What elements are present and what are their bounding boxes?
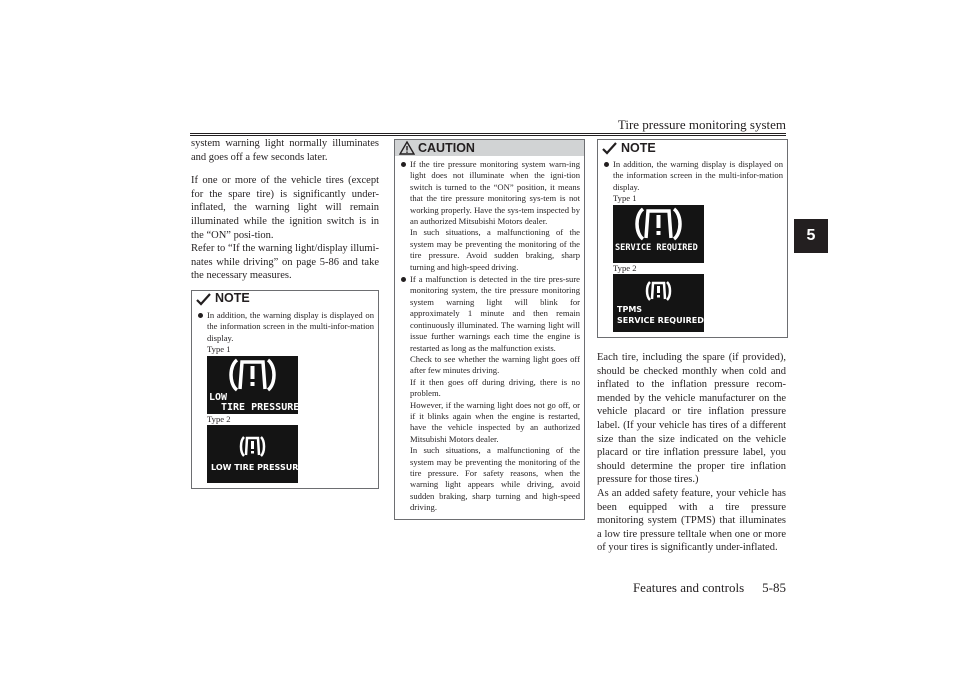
header-rule — [190, 133, 786, 134]
note-header — [192, 291, 378, 307]
lcd-message: SERVICE REQUIRED — [615, 242, 698, 253]
note-box-right — [597, 139, 788, 338]
type-label: Type 1 — [613, 193, 637, 204]
tpms-warning-icon — [613, 274, 704, 306]
lcd-display-tpms-service-required — [613, 274, 704, 332]
paragraph: If one or more of the vehicle tires (except for the spare tire) is significantly under-inflated, the warning light will remain illuminated while the ignition switch is in the “ON” posi-tion. — [191, 175, 379, 241]
caution-text: If a malfunction is detected in the tire pres-sure monitoring system, the tire pressure monitoring system warning light will blink for approximately 1 minute and then remain continuously illuminated. The warning light will issue further warnings each time the engine is restarted as long as the malfunction exists. — [410, 274, 580, 353]
chapter-tab: 5 — [794, 219, 828, 253]
note-text: In addition, the warning display is displayed on the information screen in the multi-infor-mation display. — [613, 159, 783, 192]
type-label: Type 2 — [207, 413, 231, 424]
column-right — [597, 351, 786, 555]
note-body — [192, 307, 378, 488]
note-box — [191, 290, 379, 489]
lcd-display-low-tire-pressure-2 — [207, 425, 304, 483]
caution-text: In such situations, a malfunctioning of the system may be preventing the monitoring of the tire pressure. Avoid sudden braking, sharp turning and high-speed driving. — [410, 227, 580, 272]
bullet-item — [604, 159, 783, 332]
pencil-check-icon — [602, 141, 618, 155]
caution-text: Check to see whether the warning light goes off after few minutes driving. — [410, 353, 580, 376]
lcd-line1: TPMS — [617, 305, 643, 315]
note-text: In addition, the warning display is displayed on the information screen in the multi-infor-mation display. — [207, 309, 374, 343]
page-header-title: Tire pressure monitoring system — [617, 117, 786, 132]
lcd-line2: SERVICE REQUIRED — [617, 316, 704, 326]
caution-body — [395, 156, 584, 519]
tpms-warning-icon — [207, 356, 298, 396]
caution-text: If the tire pressure monitoring system warn-ing light does not illuminate when the igni-tion switch is turned to the “ON” position, it means that the tire pressure monitoring sys-tem is not working properly. Have the sys-tem inspected by an authorized Mitsubishi Motors dealer. — [410, 159, 580, 227]
pencil-check-icon — [196, 292, 212, 306]
paragraph: Refer to “If the warning light/display illumi-nates while driving” on page 5-86 and take the necessary measures. — [191, 243, 379, 282]
caution-header — [395, 140, 584, 156]
caution-text: However, if the warning light does not go off, or if it blinks again when the engine is restarted, have the vehicle inspected by an authorized Mitsubishi Motors dealer. — [410, 399, 580, 444]
note-header — [598, 140, 787, 156]
caution-text: In such situations, a malfunctioning of the system may be preventing the monitoring of the tire pressure. For safety reasons, when the warning light appears while driving, avoid sudden braking, sharp turning and high-speed driving. — [410, 445, 580, 513]
caution-title: CAUTION — [418, 141, 475, 155]
footer-section: Features and controls — [632, 580, 745, 595]
note-body — [598, 156, 787, 337]
bullet-item — [198, 310, 374, 483]
header-rule-lower — [190, 135, 786, 136]
note-title: NOTE — [621, 141, 656, 155]
paragraph: Each tire, including the spare (if provided), should be checked monthly when cold and inflated to the inflation pressure recom-mended by the vehicle manufacturer on the vehicle placard or tire inflation pressure label. (If your vehicle has tires of a different size than the size indicated on the vehicle placard or tire inflation pressure label, you should determine the proper tire inflation pressure for those tires.) — [597, 352, 786, 486]
lcd-line1: LOW — [209, 391, 228, 403]
bullet-item — [401, 274, 580, 514]
paragraph: As an added safety feature, your vehicle has been equipped with a tire pressure monitoring system (TPMS) that illuminates a low tire pressure telltale when one or more of your tires is significantly under-inflated. — [597, 487, 786, 554]
paragraph: system warning light normally illuminates and goes off a few seconds later. — [191, 138, 379, 163]
page-footer — [633, 580, 786, 596]
type-label: Type 2 — [613, 262, 637, 273]
caution-box — [394, 139, 585, 520]
caution-text: If it then goes off during driving, there is no problem. — [410, 376, 580, 399]
tpms-warning-icon — [207, 425, 298, 465]
tpms-warning-icon — [613, 205, 704, 245]
bullet-item — [401, 159, 580, 273]
type-label: Type 1 — [207, 344, 231, 355]
lcd-display-low-tire-pressure — [207, 356, 298, 414]
warning-triangle-icon — [399, 141, 415, 155]
lcd-line2: TIRE PRESSURE — [221, 401, 300, 413]
lcd-message: LOW TIRE PRESSURE — [211, 462, 304, 472]
note-title: NOTE — [215, 291, 250, 306]
page-number: 5-85 — [762, 580, 786, 595]
column-left — [191, 137, 379, 489]
lcd-display-service-required — [613, 205, 704, 263]
